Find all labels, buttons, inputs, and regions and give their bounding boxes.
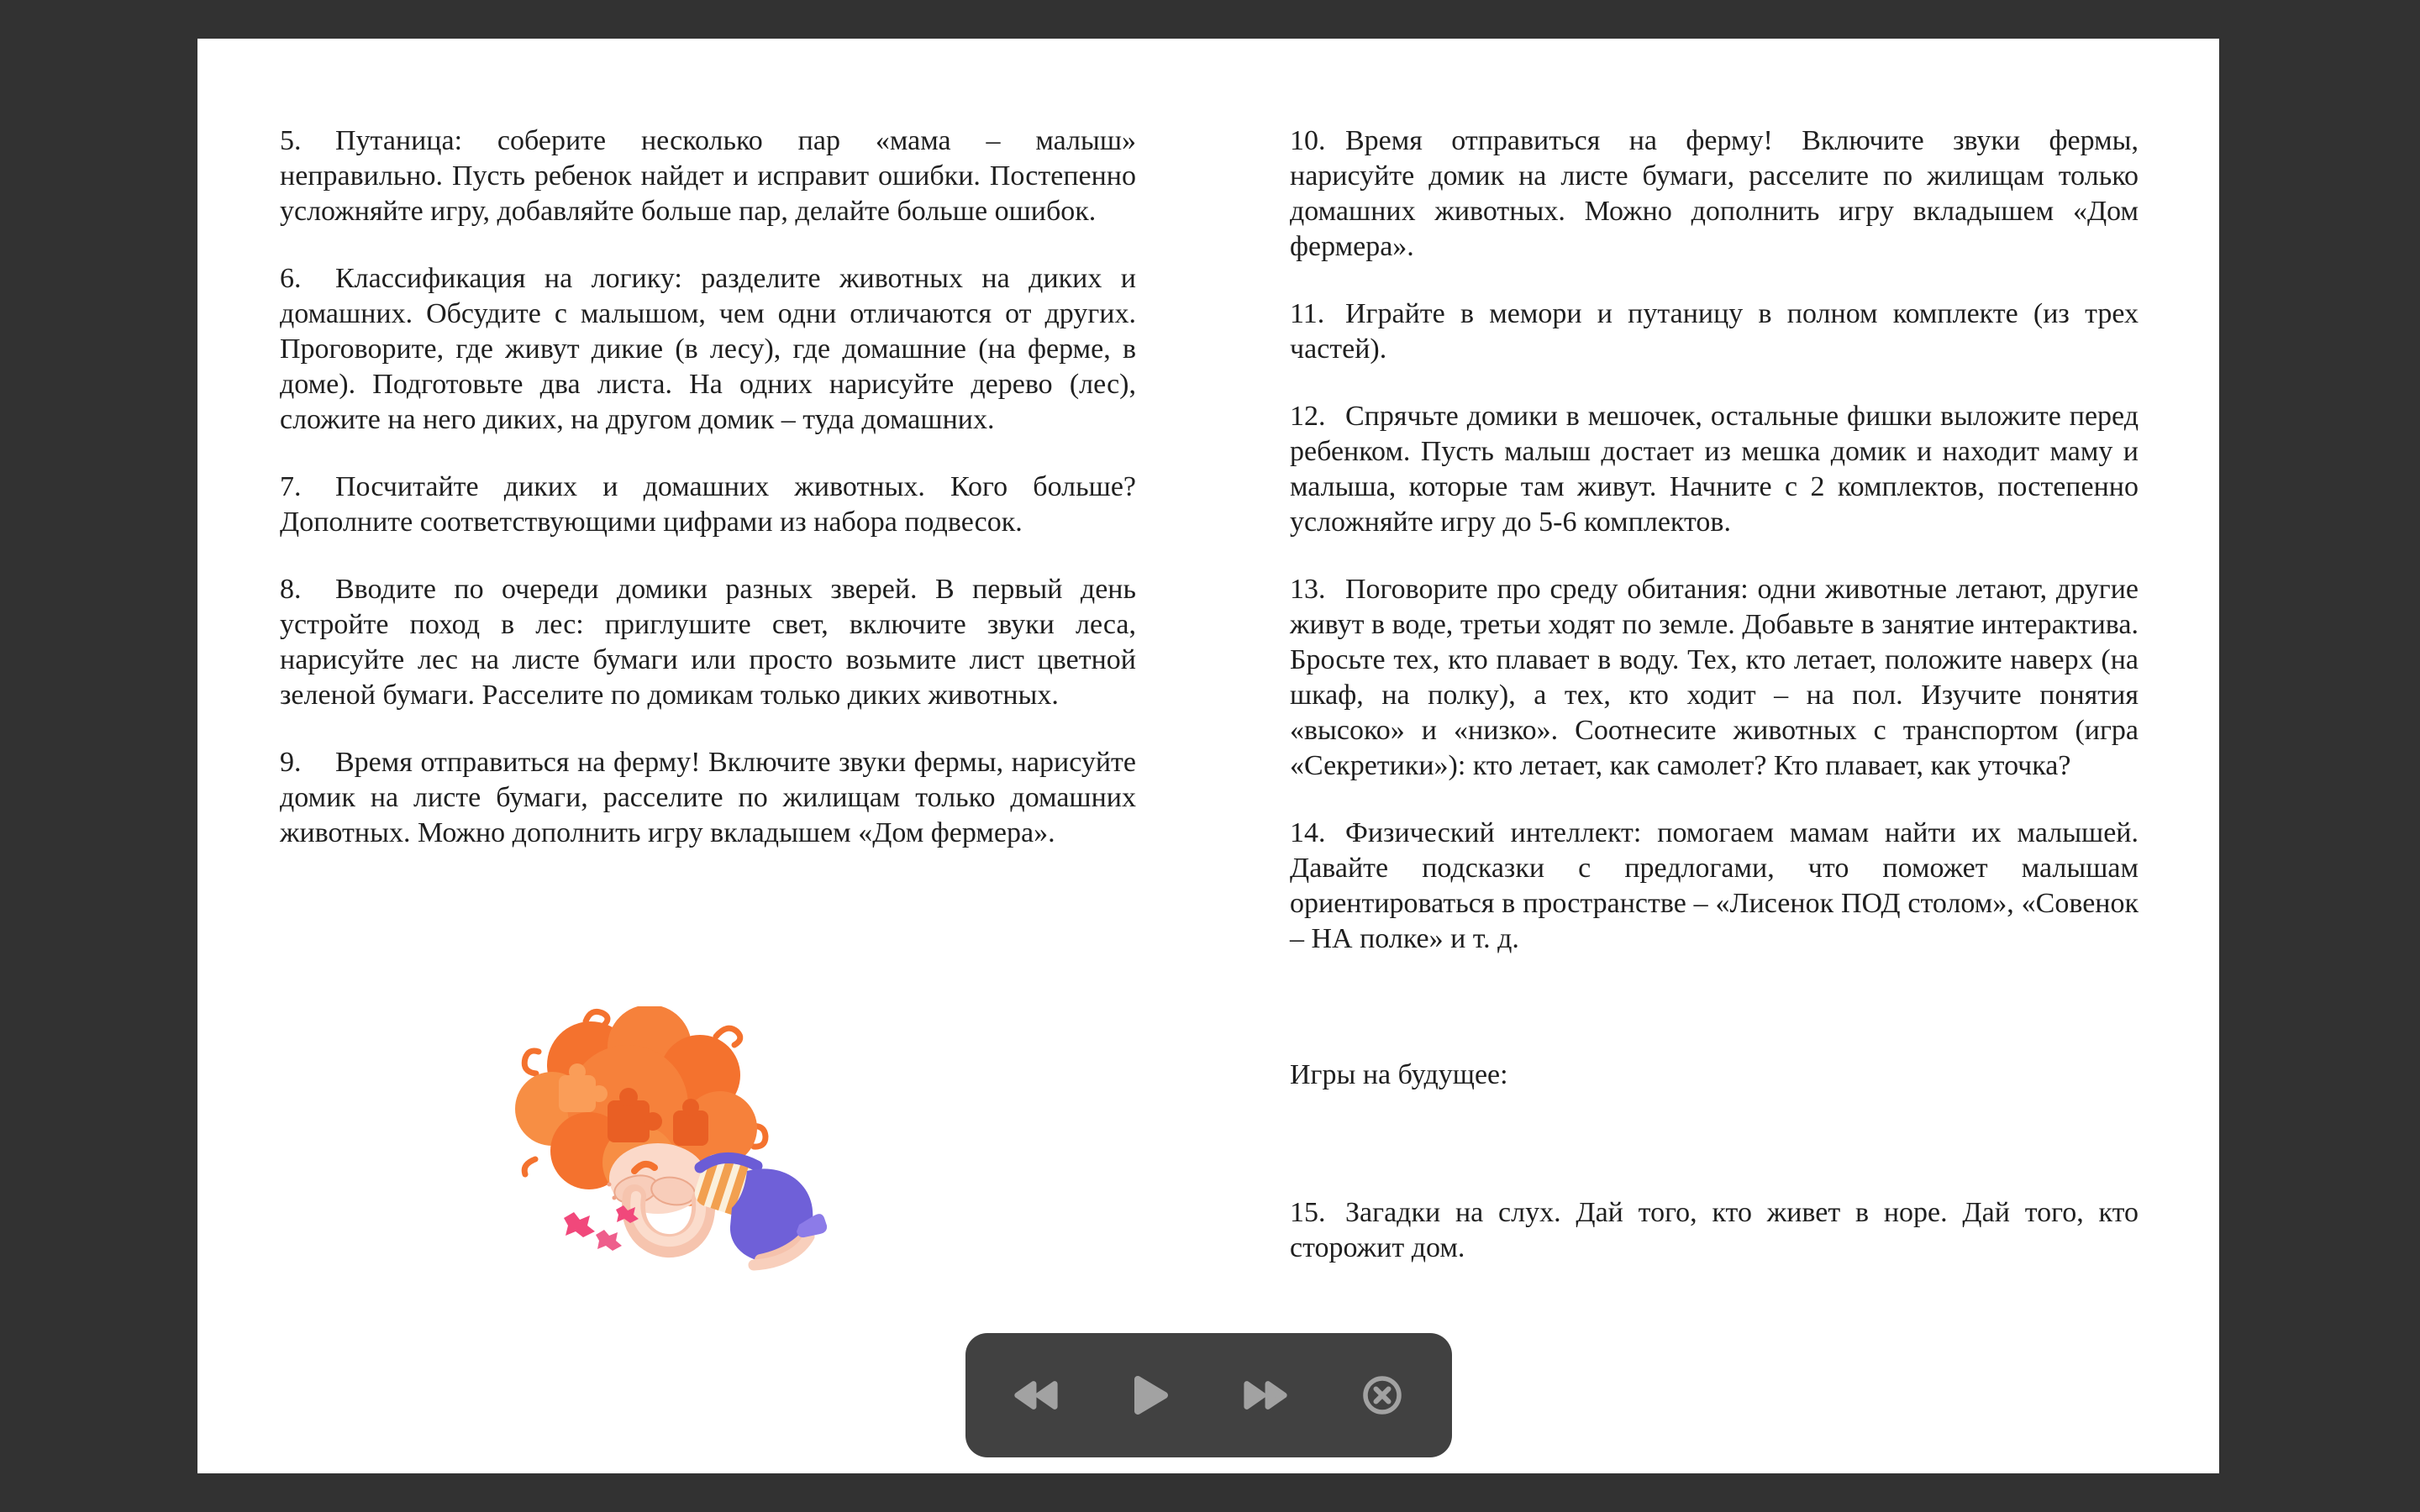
right-page-text <box>1290 39 2139 1298</box>
fast-forward-icon <box>1242 1378 1291 1412</box>
paragraph-9 <box>280 745 1136 851</box>
paragraph-text: Посчитайте диких и домашних животных. Кого больше? Дополните соответствующими цифрами из набора подвесок. <box>280 471 1136 538</box>
close-circle-icon <box>1361 1374 1403 1416</box>
close-button[interactable] <box>1355 1368 1410 1423</box>
paragraph-number: 15. <box>1290 1197 1326 1228</box>
book-spread <box>197 39 2219 1473</box>
paragraph-number: 5. <box>280 125 302 156</box>
girl-puzzle-illustration <box>508 1006 828 1275</box>
paragraph-6 <box>280 261 1136 438</box>
paragraph-text: Время отправиться на ферму! Включите звуки фермы, нарисуйте домик на листе бумаги, расселите по жилищам только домашних животных. Можно дополнить игру вкладышем «Дом фермера». <box>280 747 1136 848</box>
paragraph-8 <box>280 572 1136 713</box>
paragraph-text: Играйте в мемори и путаницу в полном комплекте (из трех частей). <box>1290 298 2139 365</box>
paragraph-text: Вводите по очереди домики разных зверей. В первый день устройте поход в лес: приглушите свет, включите звуки леса, нарисуйте лес на листе бумаги или просто возьмите лист цветной зеленой бумаги. Расселите по домикам только диких животных. <box>280 574 1136 711</box>
paragraph-number: 8. <box>280 574 302 605</box>
fast-forward-button[interactable] <box>1239 1368 1294 1423</box>
play-icon <box>1133 1374 1170 1416</box>
paragraph-11 <box>1290 297 2139 367</box>
paragraph-text: Путаница: соберите несколько пар «мама – малыш» неправильно. Пусть ребенок найдет и исправит ошибки. Постепенно усложняйте игру, добавляйте больше пар, делайте больше ошибок. <box>280 125 1136 227</box>
paragraph-number: 9. <box>280 747 302 778</box>
play-button[interactable] <box>1123 1368 1179 1423</box>
future-games-heading: Игры на будущее: <box>1290 1059 1508 1090</box>
paragraph-7 <box>280 470 1136 540</box>
left-page-text <box>280 39 1136 883</box>
paragraph-text: Классификация на логику: разделите животных на диких и домашних. Обсудите с малышом, чем одни отличаются от других. Проговорите, где живут дикие (в лесу), где домашние (на ферме, в доме). Подготовьте два листа. На одних нарисуйте дерево (лес), сложите на него диких, на другом домик – туда домашних. <box>280 263 1136 435</box>
rewind-button[interactable] <box>1007 1368 1063 1423</box>
paragraph-5 <box>280 123 1136 229</box>
paragraph-text: Время отправиться на ферму! Включите звуки фермы, нарисуйте домик на листе бумаги, расселите по жилищам только домашних животных. Можно дополнить игру вкладышем «Дом фермера». <box>1290 125 2139 262</box>
paragraph-text: Физический интеллект: помогаем мамам найти их малышей. Давайте подсказки с предлогами, что поможет малышам ориентироваться в пространстве – «Лисенок ПОД столом», «Совенок – НА полке» и т. д. <box>1290 817 2139 954</box>
paragraph-number: 7. <box>280 471 302 502</box>
playback-toolbar <box>965 1333 1452 1457</box>
paragraph-number: 10. <box>1290 125 1326 156</box>
paragraph-number: 12. <box>1290 401 1326 432</box>
paragraph-14 <box>1290 816 2139 957</box>
paragraph-13 <box>1290 572 2139 784</box>
paragraph-number: 13. <box>1290 574 1326 605</box>
paragraph-12 <box>1290 399 2139 540</box>
paragraph-text: Загадки на слух. Дай того, кто живет в норе. Дай того, кто сторожит дом. <box>1290 1197 2139 1263</box>
paragraph-text: Поговорите про среду обитания: одни животные летают, другие живут в воде, третьи ходят по земле. Добавьте в занятие интерактива. Бросьте тех, кто плавает в воду. Тех, кто летает, положите наверх (на шкаф, на полку), а тех, кто ходит – на пол. Изучите понятия «высоко» и «низко». Соотнесите животных с транспортом (игра «Секретики»): кто летает, как самолет? Кто плавает, как уточка? <box>1290 574 2139 781</box>
paragraph-10 <box>1290 123 2139 265</box>
paragraph-text: Спрячьте домики в мешочек, остальные фишки выложите перед ребенком. Пусть малыш достает из мешка домик и находит маму и малыша, которые там живут. Начните с 2 комплектов, постепенно усложняйте игру до 5-6 комплектов. <box>1290 401 2139 538</box>
paragraph-number: 14. <box>1290 817 1326 848</box>
paragraph-number: 11. <box>1290 298 1325 329</box>
paragraph-15 <box>1290 1195 2139 1266</box>
paragraph-number: 6. <box>280 263 302 294</box>
rewind-icon <box>1011 1378 1060 1412</box>
